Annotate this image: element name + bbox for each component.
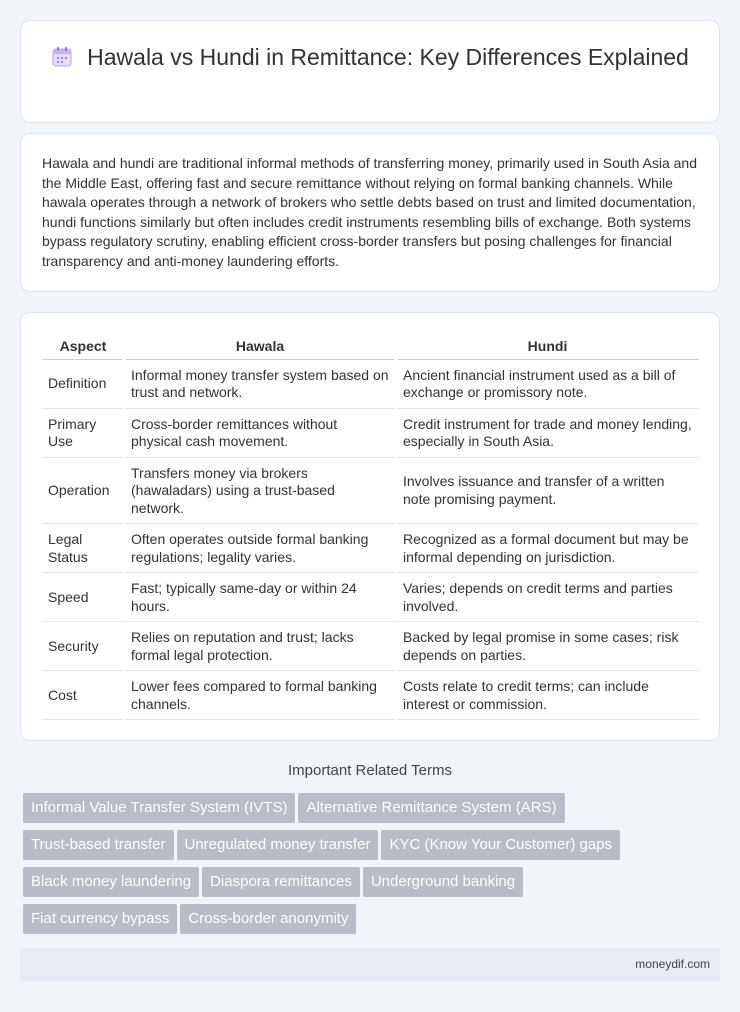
comparison-table [42,333,699,720]
page-title-text: Hawala vs Hundi in Remittance: Key Differences Explained [87,44,689,70]
page-title [21,43,719,72]
table-row [42,573,699,622]
table-row [42,671,699,720]
related-terms-list [23,793,703,941]
related-terms-title: Important Related Terms [288,762,452,779]
row-hundi: Backed by legal promise in some cases; risk depends on parties. [396,622,699,671]
header-aspect: Aspect [42,333,124,359]
row-hundi: Credit instrument for trade and money lending, especially in South Asia. [396,408,699,457]
header-hawala: Hawala [124,333,396,359]
row-aspect: Speed [42,573,124,622]
table-row [42,408,699,457]
related-term-tag[interactable]: KYC (Know Your Customer) gaps [381,830,620,860]
related-term-tag[interactable]: Fiat currency bypass [23,904,177,934]
comparison-card [20,312,720,741]
row-hundi: Involves issuance and transfer of a written note promising payment. [396,457,699,524]
table-header-row [42,333,699,359]
row-aspect: Security [42,622,124,671]
row-hundi: Costs relate to credit terms; can include interest or commission. [396,671,699,720]
row-hundi: Ancient financial instrument used as a bill of exchange or promissory note. [396,359,699,408]
related-term-tag[interactable]: Trust-based transfer [23,830,174,860]
related-term-tag[interactable]: Alternative Remittance System (ARS) [298,793,564,823]
intro-card [20,133,720,292]
calendar-icon [51,46,73,68]
row-hawala: Cross-border remittances without physical cash movement. [124,408,396,457]
row-hundi: Varies; depends on credit terms and parties involved. [396,573,699,622]
header-hundi: Hundi [396,333,699,359]
intro-paragraph: Hawala and hundi are traditional informal methods of transferring money, primarily used in South Asia and the Middle East, offering fast and secure remittance without relying on formal banking channels. While hawala operates through a network of brokers who settle debts based on trust and limited documentation, hundi functions similarly but often includes credit instruments resembling bills of exchange. Both systems bypass regulatory scrutiny, enabling efficient cross-border transfers but posing challenges for financial transparency and anti-money laundering efforts. [42,155,697,269]
row-hawala: Lower fees compared to formal banking channels. [124,671,396,720]
related-term-tag[interactable]: Black money laundering [23,867,199,897]
row-aspect: Primary Use [42,408,124,457]
footer [20,948,720,981]
table-row [42,622,699,671]
row-aspect: Legal Status [42,524,124,573]
related-term-tag[interactable]: Diaspora remittances [202,867,360,897]
row-hawala: Transfers money via brokers (hawaladars) using a trust-based network. [124,457,396,524]
table-row [42,359,699,408]
row-aspect: Definition [42,359,124,408]
row-hundi: Recognized as a formal document but may be informal depending on jurisdiction. [396,524,699,573]
table-row [42,524,699,573]
header-card [20,20,720,123]
row-aspect: Operation [42,457,124,524]
related-term-tag[interactable]: Underground banking [363,867,523,897]
related-term-tag[interactable]: Informal Value Transfer System (IVTS) [23,793,295,823]
row-hawala: Fast; typically same-day or within 24 hours. [124,573,396,622]
table-row [42,457,699,524]
row-hawala: Relies on reputation and trust; lacks formal legal protection. [124,622,396,671]
related-term-tag[interactable]: Unregulated money transfer [177,830,379,860]
row-hawala: Informal money transfer system based on trust and network. [124,359,396,408]
row-hawala: Often operates outside formal banking regulations; legality varies. [124,524,396,573]
row-aspect: Cost [42,671,124,720]
footer-site: moneydif.com [635,957,710,971]
related-term-tag[interactable]: Cross-border anonymity [180,904,356,934]
